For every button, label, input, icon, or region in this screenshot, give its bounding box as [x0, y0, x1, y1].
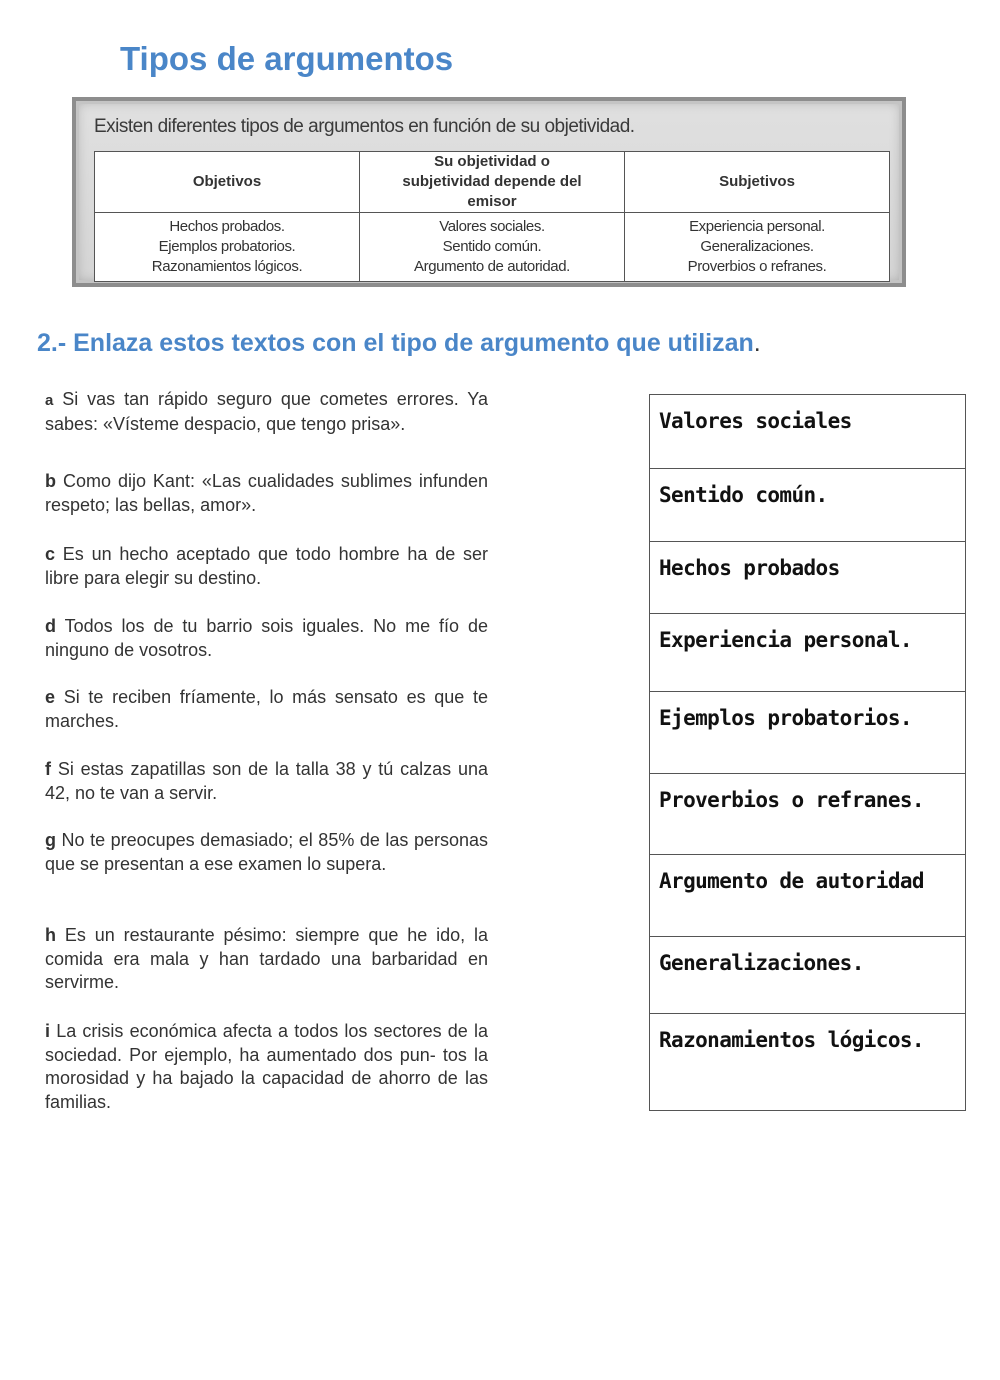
objective-cell: Hechos probados. Ejemplos probatorios. Razonamientos lógicos. — [95, 213, 360, 282]
subjective-cell: Experiencia personal. Generalizaciones. Proverbios o refranes. — [625, 213, 890, 282]
answer-boxes — [649, 394, 966, 1111]
text-item-b: b Como dijo Kant: «Las cualidades sublimes infunden respeto; las bellas, amor». — [45, 471, 488, 515]
question-title: 2.- Enlaza estos textos con el tipo de argumento que utilizan. — [37, 329, 761, 357]
answer-box[interactable]: Argumento de autoridad — [650, 855, 965, 937]
answer-box[interactable]: Sentido común. — [650, 469, 965, 542]
text-item-e: e Si te reciben fríamente, lo más sensato es que te marches. — [45, 687, 488, 731]
page-title: Tipos de argumentos — [120, 40, 454, 77]
argument-types-summary — [72, 97, 906, 287]
header-objective: Objetivos — [95, 152, 360, 213]
answer-box[interactable]: Valores sociales — [650, 395, 965, 469]
answer-box[interactable]: Razonamientos lógicos. — [659, 1028, 924, 1052]
table-row — [95, 213, 890, 282]
text-item-g: g No te preocupes demasiado; el 85% de las personas que se presentan a ese examen lo supera. — [45, 830, 488, 874]
answer-box[interactable]: Hechos probados — [650, 542, 965, 614]
summary-intro: Existen diferentes tipos de argumentos en función de su objetividad. — [94, 116, 635, 137]
text-item-d: d Todos los de tu barrio sois iguales. No me fío de ninguno de vosotros. — [45, 616, 488, 660]
argument-types-table — [94, 151, 890, 282]
header-subjective: Subjetivos — [625, 152, 890, 213]
answer-box[interactable]: Ejemplos probatorios. — [650, 692, 965, 774]
answer-box[interactable]: Proverbios o refranes. — [650, 774, 965, 855]
text-item-f: f Si estas zapatillas son de la talla 38 y tú calzas una 42, no te van a servir. — [45, 759, 488, 803]
answer-box[interactable]: Generalizaciones. — [650, 937, 965, 1014]
depends-cell: Valores sociales. Sentido común. Argumento de autoridad. — [360, 213, 625, 282]
text-item-i: i La crisis económica afecta a todos los sectores de la sociedad. Por ejemplo, ha aumentado dos pun- tos la morosidad y ha bajado la capacidad de ahorro de las familias. — [45, 1021, 488, 1112]
text-item-c: c Es un hecho aceptado que todo hombre ha de ser libre para elegir su destino. — [45, 544, 488, 588]
text-item-a: a Si vas tan rápido seguro que cometes errores. Ya sabes: «Vísteme despacio, que tengo prisa». — [45, 389, 488, 434]
table-header-row — [95, 152, 890, 213]
header-depends-on-sender: Su objetividad o subjetividad depende del emisor — [360, 152, 625, 213]
text-item-h: h Es un restaurante pésimo: siempre que he ido, la comida era mala y han tardado una barbaridad en servirme. — [45, 925, 488, 992]
answer-box[interactable]: Experiencia personal. — [650, 614, 965, 692]
